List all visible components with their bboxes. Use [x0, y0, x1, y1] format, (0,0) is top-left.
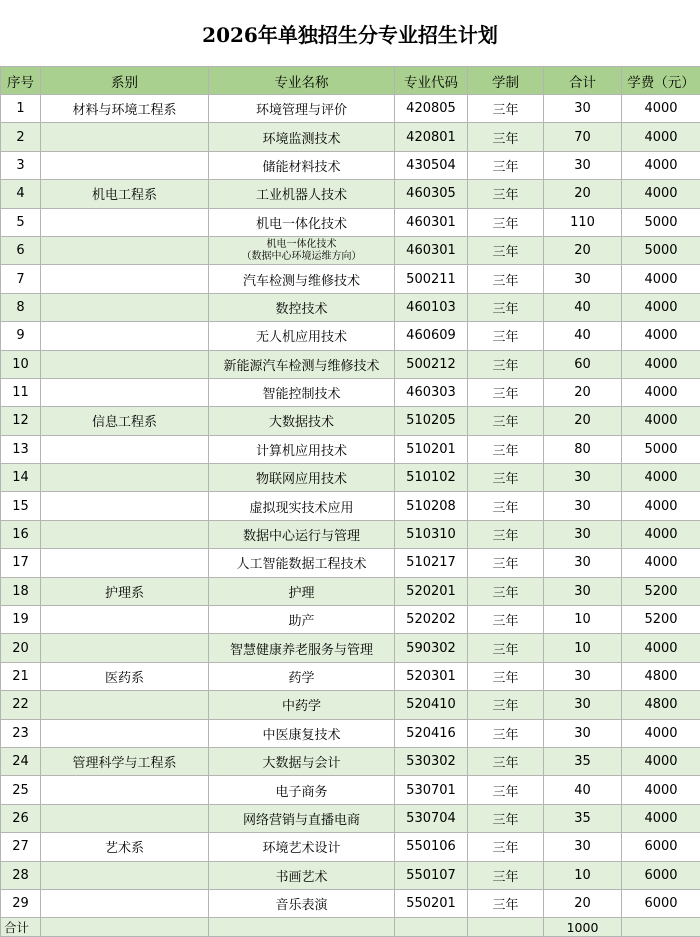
table-row	[1, 265, 700, 293]
serial-no-cell: 24	[1, 747, 41, 775]
major-code-cell: 530302	[395, 747, 468, 775]
major-name-cell: 工业机器人技术	[209, 180, 395, 208]
tuition-cell: 4000	[622, 747, 700, 775]
serial-no-cell: 28	[1, 861, 41, 889]
serial-no-cell: 19	[1, 606, 41, 634]
duration-cell: 三年	[468, 577, 544, 605]
table-row	[1, 662, 700, 690]
serial-no-cell: 11	[1, 378, 41, 406]
tuition-cell: 4000	[622, 776, 700, 804]
count-cell: 30	[544, 520, 622, 548]
table-row	[1, 776, 700, 804]
serial-no-cell: 14	[1, 464, 41, 492]
duration-cell: 三年	[468, 861, 544, 889]
serial-no-cell: 18	[1, 577, 41, 605]
major-code-cell: 550107	[395, 861, 468, 889]
department-cell: 艺术系	[41, 833, 209, 861]
major-name-cell: 汽车检测与维修技术	[209, 265, 395, 293]
major-name-cell: 智能控制技术	[209, 378, 395, 406]
serial-no-cell: 22	[1, 691, 41, 719]
department-cell: 机电工程系	[41, 180, 209, 208]
count-cell: 30	[544, 662, 622, 690]
duration-cell: 三年	[468, 549, 544, 577]
count-cell: 40	[544, 776, 622, 804]
department-cell	[41, 464, 209, 492]
count-cell: 30	[544, 95, 622, 123]
duration-cell: 三年	[468, 95, 544, 123]
serial-no-cell: 23	[1, 719, 41, 747]
serial-no-cell: 1	[1, 95, 41, 123]
major-name-cell: 网络营销与直播电商	[209, 804, 395, 832]
duration-cell: 三年	[468, 833, 544, 861]
table-row	[1, 322, 700, 350]
serial-no-cell: 10	[1, 350, 41, 378]
department-cell	[41, 492, 209, 520]
major-name-cell: 音乐表演	[209, 889, 395, 917]
department-cell	[41, 804, 209, 832]
department-cell	[41, 861, 209, 889]
count-cell: 30	[544, 577, 622, 605]
serial-no-cell: 27	[1, 833, 41, 861]
major-code-cell: 460303	[395, 378, 468, 406]
major-name-cell: 无人机应用技术	[209, 322, 395, 350]
table-row	[1, 719, 700, 747]
duration-cell: 三年	[468, 691, 544, 719]
serial-no-cell: 13	[1, 435, 41, 463]
major-code-cell: 500212	[395, 350, 468, 378]
table-row	[1, 747, 700, 775]
header-major-name: 专业名称	[209, 67, 395, 95]
count-cell: 110	[544, 208, 622, 236]
major-name-cell: 药学	[209, 662, 395, 690]
count-cell: 35	[544, 747, 622, 775]
major-code-cell: 510208	[395, 492, 468, 520]
table-row	[1, 123, 700, 151]
serial-no-cell: 5	[1, 208, 41, 236]
table-row	[1, 378, 700, 406]
major-name-cell: 数控技术	[209, 293, 395, 321]
table-row	[1, 492, 700, 520]
department-cell: 材料与环境工程系	[41, 95, 209, 123]
count-cell: 30	[544, 719, 622, 747]
header-duration: 学制	[468, 67, 544, 95]
duration-cell: 三年	[468, 322, 544, 350]
duration-cell: 三年	[468, 464, 544, 492]
tuition-cell: 6000	[622, 861, 700, 889]
tuition-cell: 4000	[622, 123, 700, 151]
table-row	[1, 606, 700, 634]
table-row	[1, 577, 700, 605]
table-body	[1, 95, 700, 918]
table-row	[1, 180, 700, 208]
count-cell: 30	[544, 464, 622, 492]
total-empty-cell	[41, 918, 209, 937]
table-row	[1, 435, 700, 463]
department-cell	[41, 606, 209, 634]
count-cell: 20	[544, 889, 622, 917]
duration-cell: 三年	[468, 606, 544, 634]
major-code-cell: 550201	[395, 889, 468, 917]
department-cell	[41, 208, 209, 236]
count-cell: 10	[544, 861, 622, 889]
major-code-cell: 460103	[395, 293, 468, 321]
count-cell: 40	[544, 293, 622, 321]
major-code-cell: 510205	[395, 407, 468, 435]
count-cell: 20	[544, 378, 622, 406]
table-row	[1, 634, 700, 662]
major-code-cell: 420805	[395, 95, 468, 123]
total-empty-cell	[209, 918, 395, 937]
serial-no-cell: 25	[1, 776, 41, 804]
tuition-cell: 6000	[622, 833, 700, 861]
total-count: 1000	[544, 918, 622, 937]
department-cell	[41, 265, 209, 293]
major-name-cell: 大数据与会计	[209, 747, 395, 775]
serial-no-cell: 4	[1, 180, 41, 208]
major-code-cell: 460305	[395, 180, 468, 208]
count-cell: 30	[544, 833, 622, 861]
tuition-cell: 4000	[622, 804, 700, 832]
tuition-cell: 4000	[622, 151, 700, 179]
table-row	[1, 861, 700, 889]
major-code-cell: 460301	[395, 208, 468, 236]
major-code-cell: 460609	[395, 322, 468, 350]
department-cell	[41, 236, 209, 264]
tuition-cell: 4000	[622, 293, 700, 321]
major-name-cell: 环境监测技术	[209, 123, 395, 151]
tuition-cell: 5000	[622, 236, 700, 264]
major-code-cell: 590302	[395, 634, 468, 662]
major-code-cell: 510102	[395, 464, 468, 492]
major-name-cell: 储能材料技术	[209, 151, 395, 179]
tuition-cell: 5000	[622, 208, 700, 236]
tuition-cell: 4000	[622, 520, 700, 548]
major-code-cell: 510217	[395, 549, 468, 577]
major-name-cell: 环境管理与评价	[209, 95, 395, 123]
major-name-cell: 助产	[209, 606, 395, 634]
count-cell: 10	[544, 634, 622, 662]
count-cell: 20	[544, 180, 622, 208]
tuition-cell: 4000	[622, 322, 700, 350]
major-name-cell: 中医康复技术	[209, 719, 395, 747]
tuition-cell: 5200	[622, 577, 700, 605]
major-code-cell: 430504	[395, 151, 468, 179]
duration-cell: 三年	[468, 804, 544, 832]
tuition-cell: 4000	[622, 464, 700, 492]
department-cell	[41, 889, 209, 917]
header-major-code: 专业代码	[395, 67, 468, 95]
tuition-cell: 6000	[622, 889, 700, 917]
count-cell: 30	[544, 549, 622, 577]
duration-cell: 三年	[468, 293, 544, 321]
major-direction-text: （数据中心环境运维方向）	[241, 250, 362, 262]
major-name-cell: 智慧健康养老服务与管理	[209, 634, 395, 662]
serial-no-cell: 8	[1, 293, 41, 321]
table-row	[1, 151, 700, 179]
serial-no-cell: 2	[1, 123, 41, 151]
major-name-text: 机电一体化技术	[266, 238, 337, 250]
duration-cell: 三年	[468, 776, 544, 804]
duration-cell: 三年	[468, 747, 544, 775]
serial-no-cell: 12	[1, 407, 41, 435]
serial-no-cell: 3	[1, 151, 41, 179]
count-cell: 35	[544, 804, 622, 832]
table-row	[1, 691, 700, 719]
table-row	[1, 350, 700, 378]
total-label: 合计	[1, 918, 41, 937]
count-cell: 80	[544, 435, 622, 463]
major-code-cell: 520301	[395, 662, 468, 690]
total-empty-cell	[468, 918, 544, 937]
department-cell	[41, 776, 209, 804]
duration-cell: 三年	[468, 265, 544, 293]
table-row	[1, 293, 700, 321]
major-code-cell: 550106	[395, 833, 468, 861]
enrollment-plan-table	[0, 66, 700, 937]
table-row	[1, 208, 700, 236]
tuition-cell: 4000	[622, 549, 700, 577]
serial-no-cell: 9	[1, 322, 41, 350]
header-total: 合计	[544, 67, 622, 95]
tuition-cell: 4800	[622, 691, 700, 719]
table-row	[1, 833, 700, 861]
header-serial-no: 序号	[1, 67, 41, 95]
duration-cell: 三年	[468, 719, 544, 747]
tuition-cell: 4000	[622, 634, 700, 662]
total-row	[1, 918, 700, 937]
tuition-cell: 4000	[622, 492, 700, 520]
table-row	[1, 549, 700, 577]
department-cell	[41, 378, 209, 406]
page-title: 2026年单独招生分专业招生计划	[202, 22, 498, 47]
tuition-cell: 5000	[622, 435, 700, 463]
tuition-cell: 5200	[622, 606, 700, 634]
count-cell: 70	[544, 123, 622, 151]
table-row	[1, 520, 700, 548]
department-cell: 护理系	[41, 577, 209, 605]
major-name-cell: 书画艺术	[209, 861, 395, 889]
major-name-cell: 中药学	[209, 691, 395, 719]
department-cell	[41, 634, 209, 662]
duration-cell: 三年	[468, 180, 544, 208]
department-cell	[41, 549, 209, 577]
serial-no-cell: 21	[1, 662, 41, 690]
duration-cell: 三年	[468, 435, 544, 463]
serial-no-cell: 16	[1, 520, 41, 548]
serial-no-cell: 6	[1, 236, 41, 264]
serial-no-cell: 26	[1, 804, 41, 832]
department-cell: 管理科学与工程系	[41, 747, 209, 775]
major-name-cell: 物联网应用技术	[209, 464, 395, 492]
count-cell: 10	[544, 606, 622, 634]
count-cell: 20	[544, 236, 622, 264]
major-code-cell: 520416	[395, 719, 468, 747]
major-code-cell: 420801	[395, 123, 468, 151]
duration-cell: 三年	[468, 350, 544, 378]
total-empty-cell	[622, 918, 700, 937]
major-name-cell: 电子商务	[209, 776, 395, 804]
department-cell	[41, 719, 209, 747]
duration-cell: 三年	[468, 407, 544, 435]
major-name-cell: 人工智能数据工程技术	[209, 549, 395, 577]
department-cell	[41, 520, 209, 548]
major-code-cell: 510201	[395, 435, 468, 463]
tuition-cell: 4000	[622, 407, 700, 435]
header-tuition: 学费（元）	[622, 67, 700, 95]
table-header-row	[1, 67, 700, 95]
major-name-cell	[209, 236, 395, 264]
tuition-cell: 4000	[622, 95, 700, 123]
serial-no-cell: 17	[1, 549, 41, 577]
major-code-cell: 510310	[395, 520, 468, 548]
major-code-cell: 530701	[395, 776, 468, 804]
table-row	[1, 464, 700, 492]
duration-cell: 三年	[468, 236, 544, 264]
count-cell: 60	[544, 350, 622, 378]
serial-no-cell: 29	[1, 889, 41, 917]
header-department: 系别	[41, 67, 209, 95]
duration-cell: 三年	[468, 208, 544, 236]
major-code-cell: 520201	[395, 577, 468, 605]
major-code-cell: 520202	[395, 606, 468, 634]
department-cell	[41, 151, 209, 179]
major-code-cell: 530704	[395, 804, 468, 832]
count-cell: 40	[544, 322, 622, 350]
major-code-cell: 520410	[395, 691, 468, 719]
major-code-cell: 500211	[395, 265, 468, 293]
department-cell	[41, 691, 209, 719]
major-code-cell: 460301	[395, 236, 468, 264]
total-empty-cell	[395, 918, 468, 937]
major-name-cell: 环境艺术设计	[209, 833, 395, 861]
tuition-cell: 4000	[622, 719, 700, 747]
major-name-cell: 机电一体化技术	[209, 208, 395, 236]
table-row	[1, 95, 700, 123]
tuition-cell: 4000	[622, 350, 700, 378]
duration-cell: 三年	[468, 151, 544, 179]
table-row	[1, 236, 700, 264]
duration-cell: 三年	[468, 492, 544, 520]
major-name-cell: 护理	[209, 577, 395, 605]
department-cell	[41, 322, 209, 350]
major-name-cell: 计算机应用技术	[209, 435, 395, 463]
serial-no-cell: 7	[1, 265, 41, 293]
duration-cell: 三年	[468, 520, 544, 548]
department-cell	[41, 435, 209, 463]
count-cell: 30	[544, 492, 622, 520]
serial-no-cell: 20	[1, 634, 41, 662]
duration-cell: 三年	[468, 662, 544, 690]
count-cell: 30	[544, 265, 622, 293]
count-cell: 30	[544, 151, 622, 179]
table-row	[1, 407, 700, 435]
duration-cell: 三年	[468, 378, 544, 406]
duration-cell: 三年	[468, 123, 544, 151]
major-name-cell: 新能源汽车检测与维修技术	[209, 350, 395, 378]
count-cell: 30	[544, 691, 622, 719]
serial-no-cell: 15	[1, 492, 41, 520]
tuition-cell: 4000	[622, 180, 700, 208]
table-row	[1, 889, 700, 917]
tuition-cell: 4000	[622, 265, 700, 293]
major-name-cell: 大数据技术	[209, 407, 395, 435]
department-cell: 信息工程系	[41, 407, 209, 435]
duration-cell: 三年	[468, 634, 544, 662]
department-cell	[41, 123, 209, 151]
department-cell	[41, 293, 209, 321]
tuition-cell: 4800	[622, 662, 700, 690]
table-row	[1, 804, 700, 832]
major-name-cell: 虚拟现实技术应用	[209, 492, 395, 520]
tuition-cell: 4000	[622, 378, 700, 406]
department-cell: 医药系	[41, 662, 209, 690]
department-cell	[41, 350, 209, 378]
count-cell: 20	[544, 407, 622, 435]
major-name-cell: 数据中心运行与管理	[209, 520, 395, 548]
duration-cell: 三年	[468, 889, 544, 917]
